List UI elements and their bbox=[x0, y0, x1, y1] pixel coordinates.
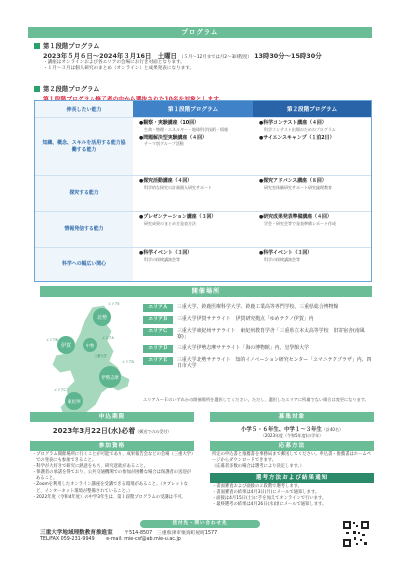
program-table bbox=[34, 100, 372, 282]
stage1-title-text: 第１段階プログラム bbox=[43, 43, 100, 50]
course-desc: 研究室体験研究サポート研究倫理教育 bbox=[264, 184, 332, 190]
table-row bbox=[35, 175, 371, 211]
contact-tel: TEL/FAX 059-231-9949 bbox=[40, 537, 95, 543]
map-area-label: エリアD bbox=[122, 360, 135, 364]
stage2-title-text: 第２段階プログラム bbox=[43, 86, 100, 93]
howto-list bbox=[212, 452, 374, 470]
list-item: （応募者多数の場合は選考により決定します。） bbox=[212, 464, 305, 470]
ability-cell: 探究する能力 bbox=[35, 176, 133, 211]
table-row bbox=[35, 211, 371, 247]
stage1-dates-main: 2023年５月６日～2024年３月16日 土曜日 bbox=[43, 52, 177, 60]
deadline-date-text: 2023年3月22日(水)必着 bbox=[52, 427, 136, 435]
deadline-date bbox=[30, 426, 194, 436]
table-header bbox=[35, 101, 371, 117]
square-bullet-icon bbox=[34, 43, 40, 49]
stage1-section bbox=[34, 41, 374, 72]
header-ability: 伸長したい能力 bbox=[35, 101, 133, 117]
qr-code-icon[interactable] bbox=[342, 520, 370, 548]
area-item bbox=[143, 316, 373, 324]
recruit-band: 募集対象 bbox=[210, 412, 374, 422]
area-desc: 三重大学伊賀サテライト 伊賀研究拠点「ゆめテクノ伊賀」内 bbox=[177, 316, 314, 322]
stage2-cell bbox=[253, 118, 371, 175]
venue-band: 開催場所 bbox=[40, 286, 372, 297]
map-label-east-kishu: 東紀州 bbox=[67, 400, 81, 405]
course-desc: 科学コンテスト出場のためのプログラム bbox=[264, 126, 336, 132]
contact-address: 〒514-8507 三重県津市栗真町屋町1577 bbox=[124, 531, 218, 536]
stage1-cell bbox=[133, 118, 253, 175]
qualification-band: 参加資格 bbox=[30, 441, 194, 451]
list-item: ・最終選考の結果は4月26日(水)頃にメールで通知します。 bbox=[212, 502, 327, 508]
map-label-central: 中勢 bbox=[85, 343, 95, 348]
stage1-dates bbox=[43, 51, 374, 60]
course-title: ●プレゼンテーション講座（３回） bbox=[139, 214, 217, 220]
list-item: ・書面審査および面接の２段階で選考します。 bbox=[212, 484, 302, 489]
contact-email[interactable]: e-mail: mie-csf@ab.mie-u.ac.jp bbox=[106, 537, 181, 543]
area-list bbox=[143, 304, 373, 374]
course-desc: 科学の探検講演会等 bbox=[144, 256, 180, 262]
stage2-cell bbox=[253, 248, 371, 281]
stage1-cell bbox=[133, 212, 253, 247]
table-row bbox=[35, 117, 371, 175]
area-tag: エリアＡ bbox=[143, 304, 173, 312]
selection-list bbox=[212, 484, 374, 508]
map-label-ise-shima: 伊勢志摩 bbox=[101, 376, 119, 381]
stage1-dates-time: 13時30分～15時30分 bbox=[254, 52, 322, 60]
course-desc: 科学の探検講演会等 bbox=[264, 256, 300, 262]
course-title: ●サイエンスキャンプ（１泊2日） bbox=[259, 134, 335, 141]
ability-cell: 科学への幅広い関心 bbox=[35, 248, 133, 281]
howto-band: 応募方法 bbox=[210, 441, 374, 451]
contact-band: 送付先・問い合わせ先 bbox=[140, 520, 260, 528]
selection-band: 選考方法および結果通知 bbox=[210, 473, 374, 483]
mie-map bbox=[30, 301, 140, 429]
recruit-target bbox=[207, 425, 377, 439]
area-item bbox=[143, 328, 373, 341]
contact-info bbox=[40, 530, 330, 544]
map-area-label: エリアA bbox=[102, 336, 114, 340]
course-desc: 科学的な探究の計画個人研究サポート bbox=[144, 184, 212, 190]
area-tag: エリアＣ bbox=[143, 328, 173, 336]
stage1-cell bbox=[133, 248, 253, 281]
list-item: ・面接は4月15日(土)に手を加えてオンラインで行います。 bbox=[212, 496, 327, 502]
list-item: ・プログラム開催場所に行くことが可能であり、成果報告会などの会場（三重大学）での発表にも参加できること。 bbox=[32, 452, 194, 464]
course-title: ●探究活動講座（４回） bbox=[139, 178, 193, 184]
program-band: プログラム bbox=[28, 27, 372, 38]
ability-cell: 知識、概念、スキルを活用する能力協働する能力 bbox=[35, 118, 133, 175]
area-desc: 三重大学北勢サテライト 知的イノベーション研究センター「ユマニテクプラザ」内、四日市大学 bbox=[177, 356, 372, 370]
course-title: ●問題解決型実験講座（４回） bbox=[139, 134, 207, 141]
deadline-paren: （郵送でのみ受付） bbox=[135, 429, 172, 434]
recruit-count: （計40名） bbox=[321, 427, 343, 432]
recruit-main: 小学５・６年生、中学１～３年生 bbox=[241, 427, 322, 433]
list-item: ・科学が大好きで研究に熱意をもち、研究意欲があること。 bbox=[32, 464, 149, 470]
stage2-cell bbox=[253, 176, 371, 211]
course-title: ●科学イベント（３回） bbox=[259, 250, 313, 256]
list-item: ・2022年度（令和4年度）の中学3年生は、第１段階プログラムの受講は不可。 bbox=[32, 494, 186, 500]
list-item: ・Zoomを利用したオンライン講座を受講できる環境があること。（タブレットなど、インターネット環境が整備されていること。） bbox=[32, 482, 188, 494]
mie-prefecture-shape bbox=[52, 305, 130, 421]
qualification-list bbox=[32, 452, 194, 501]
area-note: エリアＡ～Ｅのいずれかの開催場所を選択してください。ただし、選択したエリアに所属でない場合は変更になります。 bbox=[143, 397, 369, 402]
recruit-sub: （2023年度（令和5年度)の学年） bbox=[260, 433, 324, 438]
stage1-note-1: ・講座はオンラインおよび各エリアの会場にお行き対面となります。 bbox=[43, 60, 185, 65]
map-label-north: 北勢 bbox=[96, 315, 108, 321]
course-title: ●科学イベント（３回） bbox=[139, 250, 193, 256]
area-tag: エリアＢ bbox=[143, 316, 173, 324]
header-stage2: 第２段階プログラム bbox=[253, 101, 371, 117]
area-desc: 三重大学伊勢志摩サテライト「海の博物館」内、皇學館大学 bbox=[177, 344, 309, 351]
area-desc: 三重大学東紀州サテライト 東紀州教育学舎「三重県立本太高等学校 旧寄宿舎(南風寮)」 bbox=[177, 328, 365, 341]
contact-org: 三重大学地域理数教育推進室 bbox=[40, 530, 113, 536]
map-area-label: エリアE bbox=[108, 302, 120, 306]
deadline-band: 申込期限 bbox=[30, 412, 194, 422]
area-item bbox=[143, 357, 373, 370]
stage1-note-2: ・１月～３月は個人研究のまとめ（オンライン）と成果発表になります。 bbox=[43, 66, 195, 72]
header-stage1: 第１段階プログラム bbox=[133, 101, 253, 117]
course-desc: 研究成果のまとめ方発表方法 bbox=[144, 220, 196, 226]
course-title: ●探究アドバンス講座（８回） bbox=[259, 178, 327, 184]
course-desc: テーマ別グループ活動 bbox=[144, 141, 184, 147]
table-row bbox=[35, 247, 371, 281]
list-item: 所定の申込書と推薦書を事務局まで郵送してください。申込書・推薦書はホームページからダウンロードできます。 bbox=[212, 452, 371, 464]
area-desc: 三重大学、鈴鹿医療科学大学、鈴鹿工業高等専門学校、三重県総合博物館 bbox=[177, 304, 339, 310]
course-title: ●科学コンテスト講座（４回） bbox=[259, 120, 327, 126]
list-item: ・保護者の承諾を得ており、公共交通機関での参加が困難な場合は保護者の送迎があること。 bbox=[32, 470, 191, 482]
course-title: ●研究成果発表準備講座（４回） bbox=[259, 214, 332, 220]
square-bullet-icon bbox=[34, 86, 40, 92]
map-label-iga: 伊賀 bbox=[60, 343, 72, 349]
course-desc: 学会・研究会等で発表準備レポート作成 bbox=[264, 220, 336, 226]
map-area-label: エリアC bbox=[54, 388, 66, 392]
ability-cell: 情報発信する能力 bbox=[35, 212, 133, 247]
map-univ-label: 三重大学 bbox=[94, 354, 107, 358]
course-desc: 生命・物理・エネルギー・地球科学技術・情報 bbox=[144, 126, 228, 132]
area-item bbox=[143, 345, 373, 353]
stage2-title bbox=[34, 84, 374, 93]
stage2-cell bbox=[253, 212, 371, 247]
area-tag: エリアＤ bbox=[143, 345, 173, 353]
course-title: ●観察・実験講座（10回） bbox=[139, 120, 199, 126]
list-item: ・書面審査の結果は4月3日(月)にメールで通知します。 bbox=[212, 490, 320, 496]
map-area-label: エリアB bbox=[46, 338, 58, 342]
stage1-dates-paren: （５月～12月までは月2～3回程度） bbox=[179, 55, 252, 60]
stage1-title bbox=[34, 41, 374, 50]
area-tag: エリアＥ bbox=[143, 357, 173, 365]
area-item bbox=[143, 304, 373, 312]
stage1-cell bbox=[133, 176, 253, 211]
